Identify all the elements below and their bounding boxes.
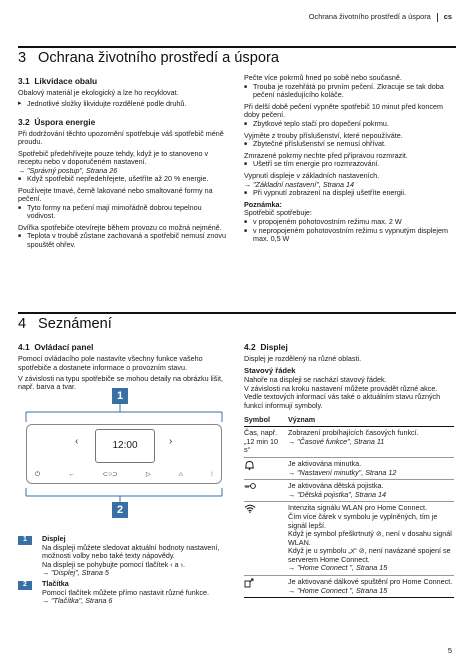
tip-block: Vypnutí displeje v základních nastaveních. → "Základní nastavení", Strana 14 ■ Při vypnutí zobrazení na displeji ušetříte energii. [244,172,454,198]
tip-block: Zmrazené pokrmy nechte před přípravou rozmrazit. ■ Ušetří se tím energie pro rozmrazování. [244,152,454,169]
chapter-rule [18,46,456,48]
running-head [309,13,452,22]
language-code: cs [443,12,452,22]
cross-reference-link[interactable]: → "Home Connect ", Strana 15 [288,587,454,596]
timer-button-icon[interactable]: ⌂ [178,471,183,478]
section-3-2-heading: 3.2 Úspora energie [18,116,96,127]
paragraph: Displej je rozdělený na různé oblasti. [244,354,362,363]
cross-reference-link[interactable]: → "Správný postup", Strana 26 [18,167,228,176]
table-row: Je aktivované dálkové spuštění pro Home Connect. → "Home Connect ", Strana 15 [244,576,454,598]
subsection-heading: Stavový řádek [244,365,296,375]
cross-reference-link[interactable]: → "Základní nastavení", Strana 14 [244,181,454,190]
tip-block: Při delší době pečení vypněte spotřebič 10 minut před koncem doby pečení. ■ Zbytkové teplo stačí pro dopečení pokrmu. [244,103,454,129]
cross-reference-link[interactable]: → "Nastavení minutky", Strana 12 [288,469,454,478]
tip-block: Vyjměte z trouby příslušenství, které nepoužíváte. ■ Zbytečné příslušenství se nemusí ohřívat. [244,132,454,149]
section-4-2: 4.2 Displej Displej je rozdělený na různé oblasti. Stavový řádek Nahoře na displeji se nachází stavový řádek. V závislosti na kroku nastavení můžete provádět různé akce. Vedle textových informací vás také o aktuálním stavu různých funkcí informují symboly. Symbol Význam Čas, např. „12 min 10 s“ Zobrazení probíhajících časových funkcí. → "Časové funkce", Strana 11 Je aktivována minutka. → "Nastavení minutky", Strana 12 Je aktivována dětská pojistka. → "Dětská pojistka", Strana 14 Intenzita signálu WLAN pro Home Connect. Čím více čárek v symbolu je vyplněných, tím je signál lepší. Když je symbol přeškrtnutý ⊘, není v dosahu signál WLAN. Když je u symbolu „x“ ⊘, není navázané spojení se serverem Home Connect. → "Home Connect ", Strana 15 Je aktivované dálkové spuštění pro Home Connect. → "Home Connect ", Strana 15 [244,338,454,598]
section-3-1-heading: 3.1 Likvidace obalu [18,76,98,86]
control-panel [26,424,222,484]
figure-legend [18,535,228,608]
control-panel-figure [18,388,228,530]
chapter-rule [18,312,456,314]
table-row: Je aktivována minutka. → "Nastavení minutky", Strana 12 [244,457,454,479]
remote-start-icon [244,581,254,590]
instruction-step: ▸ Jednotlivé složky likvidujte rozdělené podle druhů. [18,100,228,109]
menu-button-icon[interactable]: ⊂○⊃ [102,471,118,478]
table-header: Symbol Význam [244,415,454,427]
panel-display [95,429,155,463]
note-intro: Spotřebič spotřebuje: [244,208,312,218]
tip-block: Používejte tmavé, černě lakované nebo smaltované formy na pečení. ■ Tyto formy na pečení mají mimořádně dobrou tepelnou vodivost. [18,187,228,221]
cross-reference-link[interactable]: → "Displej", Strana 5 [42,569,228,578]
cross-reference-link[interactable]: → "Home Connect ", Strana 15 [288,564,454,573]
cross-reference-link[interactable]: → "Časové funkce", Strana 11 [288,438,454,447]
tip-block: Spotřebič předehřívejte pouze tehdy, když je to stanoveno v receptu nebo v doporučeném nastavení. → "Správný postup", Strana 26 ■ Když spotřebič nepředehřejete, ušetříte až 20 % energie. [18,150,228,184]
paragraph: Při dodržování těchto upozornění spotřebuje váš spotřebič méně proudu. [18,128,224,147]
chapter-3-left-column [18,72,228,249]
legend-item-display: 1 Displej Na displeji můžete sledovat aktuální hodnoty nastavení, možnosti volby nebo také texty nápovědy. Na displeji se pohybujte pomocí tlačítek ‹ a ›. → "Displej", Strana 5 [18,535,228,578]
legend-item-buttons: 2 Tlačítka Pomocí tlačítek můžete přímo nastavit různé funkce. → "Tlačítka", Strana 6 [18,580,228,606]
wifi-icon [244,506,256,515]
callout-2: 2 [112,502,128,518]
table-row: Čas, např. „12 min 10 s“ Zobrazení probíhajících časových funkcí. → "Časové funkce", Strana 11 [244,427,454,458]
panel-button-row [35,471,213,480]
tip-block: Pečte více pokrmů hned po sobě nebo současně. ■ Trouba je rozehřátá po prvním pečení. Zkracuje se tak doba pečení následujícího koláče. [244,74,454,100]
chapter-4-heading: 4 Seznámení [18,316,112,332]
key-icon [244,483,256,492]
note-label: Poznámka: [244,199,282,209]
section-4-1 [18,338,228,395]
page-number: 5 [447,646,452,656]
table-row: Je aktivována dětská pojistka. → "Dětská pojistka", Strana 14 [244,480,454,502]
cross-reference-link[interactable]: → "Tlačítka", Strana 6 [42,597,209,606]
running-head-title: Ochrana životního prostředí a úspora [308,12,431,22]
display-next-button[interactable]: › [169,436,173,447]
chapter-3-heading: 3 Ochrana životního prostředí a úspora [18,50,279,66]
display-time: 12:00 [112,439,138,451]
paragraph: Pomocí ovládacího pole nastavíte všechny funkce vašeho spotřebiče a dostanete informace o provozním stavu. [18,354,203,372]
back-button-icon[interactable]: ← [68,471,75,478]
display-prev-button[interactable]: ‹ [75,436,79,447]
chapter-3-right-column [244,74,454,244]
paragraph: V závislosti na typu spotřebiče se mohou detaily na obrázku lišit, např. barva a tvar. [18,373,223,392]
symbol-table [244,415,454,599]
running-head-divider [437,13,438,22]
bell-icon [244,463,255,472]
more-button-icon[interactable]: ⁝ [210,471,213,478]
paragraph: Obalový materiál je ekologický a lze ho recyklovat. [18,88,179,97]
power-button-icon[interactable]: ⏻ [35,471,41,478]
cross-reference-link[interactable]: → "Dětská pojistka", Strana 14 [288,491,454,500]
note-item: ■ v propojeném pohotovostním režimu max. 2 W [244,218,454,227]
tip-block: Dvířka spotřebiče otevírejte během provozu co možná nejméně. ■ Teplota v troubě zůstane zachovaná a spotřebič nemusí znovu spouštět ohřev. [18,224,228,250]
section-4-2-heading: 4.2 Displej [244,342,288,352]
table-row: Intenzita signálu WLAN pro Home Connect. Čím více čárek v symbolu je vyplněných, tím je signál lepší. Když je symbol přeškrtnutý ⊘, není v dosahu signál WLAN. Když je u symbolu „x“ ⊘, není navázané spojení se serverem Home Connect. → "Home Connect ", Strana 15 [244,502,454,576]
section-4-1-heading: 4.1 Ovládací panel [18,342,94,352]
note-item: ■ v nepropojeném pohotovostním režimu s vypnutým displejem max. 0,5 W [244,227,454,244]
callout-1: 1 [112,388,128,404]
start-button-icon[interactable]: ▷ [145,471,151,478]
